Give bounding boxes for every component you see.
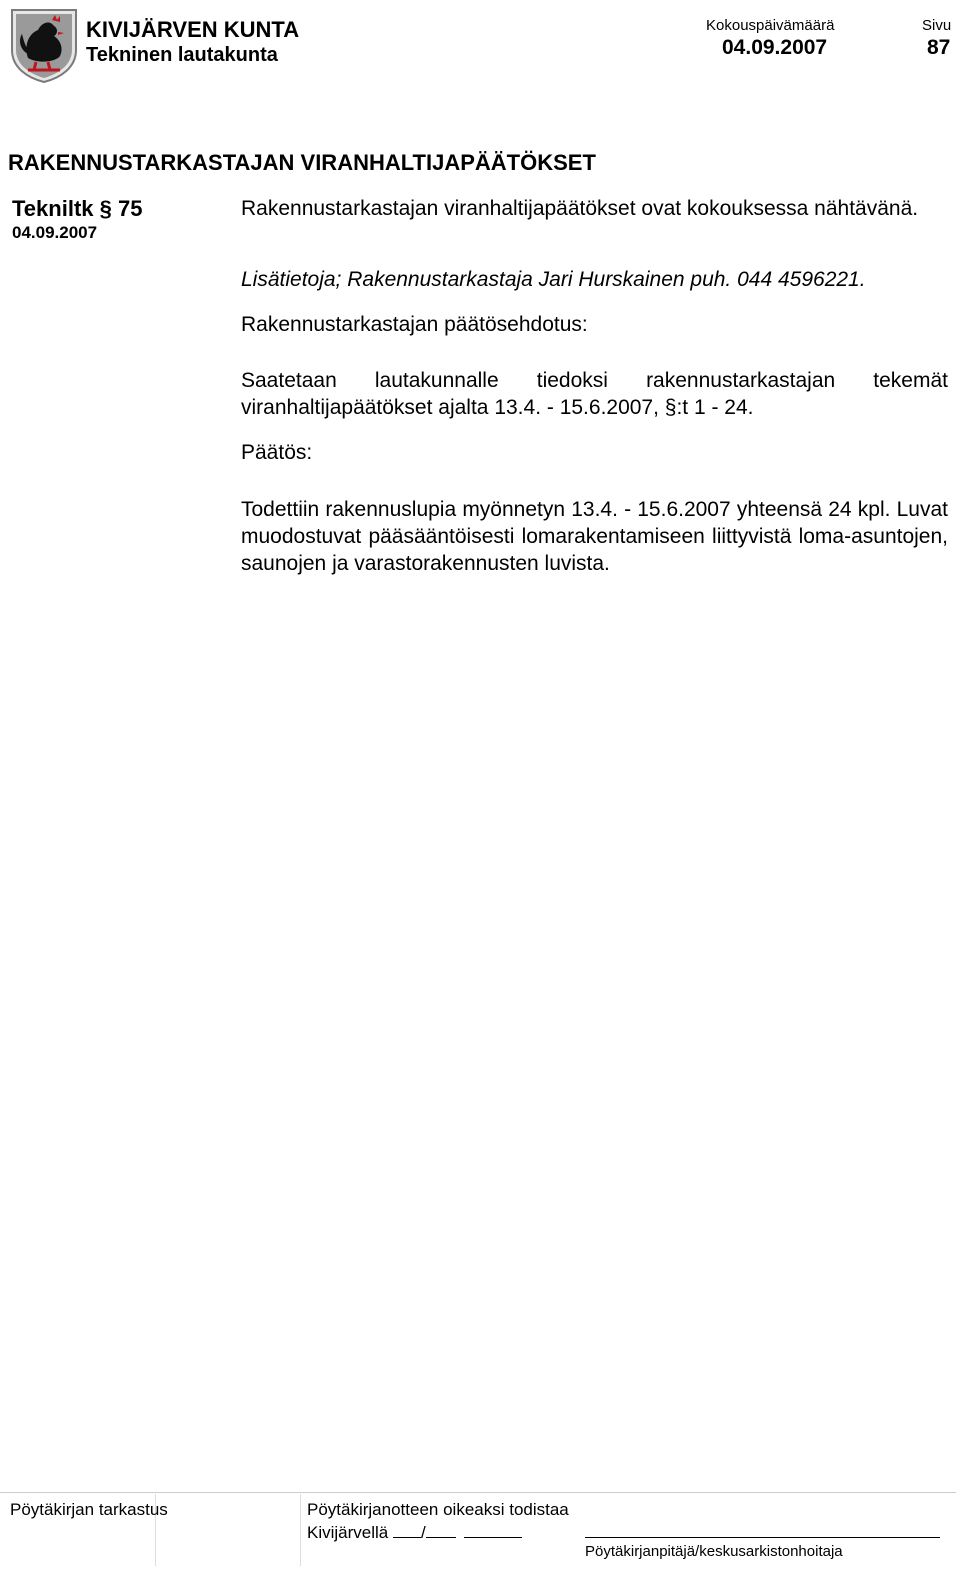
meeting-date: 04.09.2007 (722, 36, 828, 59)
signer-title: Pöytäkirjanpitäjä/keskusarkistonhoitaja (585, 1543, 843, 1560)
section-title: RAKENNUSTARKASTAJAN VIRANHALTIJAPÄÄTÖKSET (8, 150, 596, 175)
proposal-heading: Rakennustarkastajan päätösehdotus: (241, 313, 588, 336)
intro-text: Rakennustarkastajan viranhaltijapäätökset ovat kokouksessa nähtävänä. (241, 197, 919, 220)
place-date-line (307, 1521, 522, 1543)
proposal-text: Saatetaan lautakunnalle tiedoksi rakennustarkastajan tekemät viranhaltijapäätökset ajalta 13.4. - 15.6.2007, §:t 1 - 24. (241, 369, 948, 419)
decision-heading: Päätös: (241, 441, 313, 464)
rooster-crest-icon (8, 6, 80, 84)
signature-line (585, 1537, 940, 1538)
certify-label: Pöytäkirjanotteen oikeaksi todistaa (307, 1500, 569, 1519)
page-label: Sivu (922, 17, 952, 34)
footer-divider (300, 1494, 301, 1566)
decision-text: Todettiin rakennuslupia myönnetyn 13.4. - 15.6.2007 yhteensä 24 kpl. Luvat muodostuvat pääsääntöisesti lomarakentamiseen liittyvistä loma-asuntojen, saunojen ja varastorakennusten luvista. (241, 498, 948, 575)
paragraph-date: 04.09.2007 (12, 223, 98, 242)
info-text: Lisätietoja; Rakennustarkastaja Jari Hurskainen puh. 044 4596221. (241, 268, 866, 291)
organization-name: KIVIJÄRVEN KUNTA (86, 17, 300, 42)
page-number: 87 (927, 36, 951, 59)
date-separator: / (420, 1523, 426, 1542)
day-blank (393, 1521, 421, 1538)
meeting-date-label: Kokouspäivämäärä (706, 17, 835, 34)
place-label: Kivijärvellä (307, 1523, 389, 1542)
paragraph-reference: Tekniltk § 75 (12, 196, 143, 221)
month-blank (426, 1521, 456, 1538)
year-blank (464, 1521, 522, 1538)
review-label: Pöytäkirjan tarkastus (10, 1500, 168, 1519)
board-name: Tekninen lautakunta (86, 44, 278, 66)
